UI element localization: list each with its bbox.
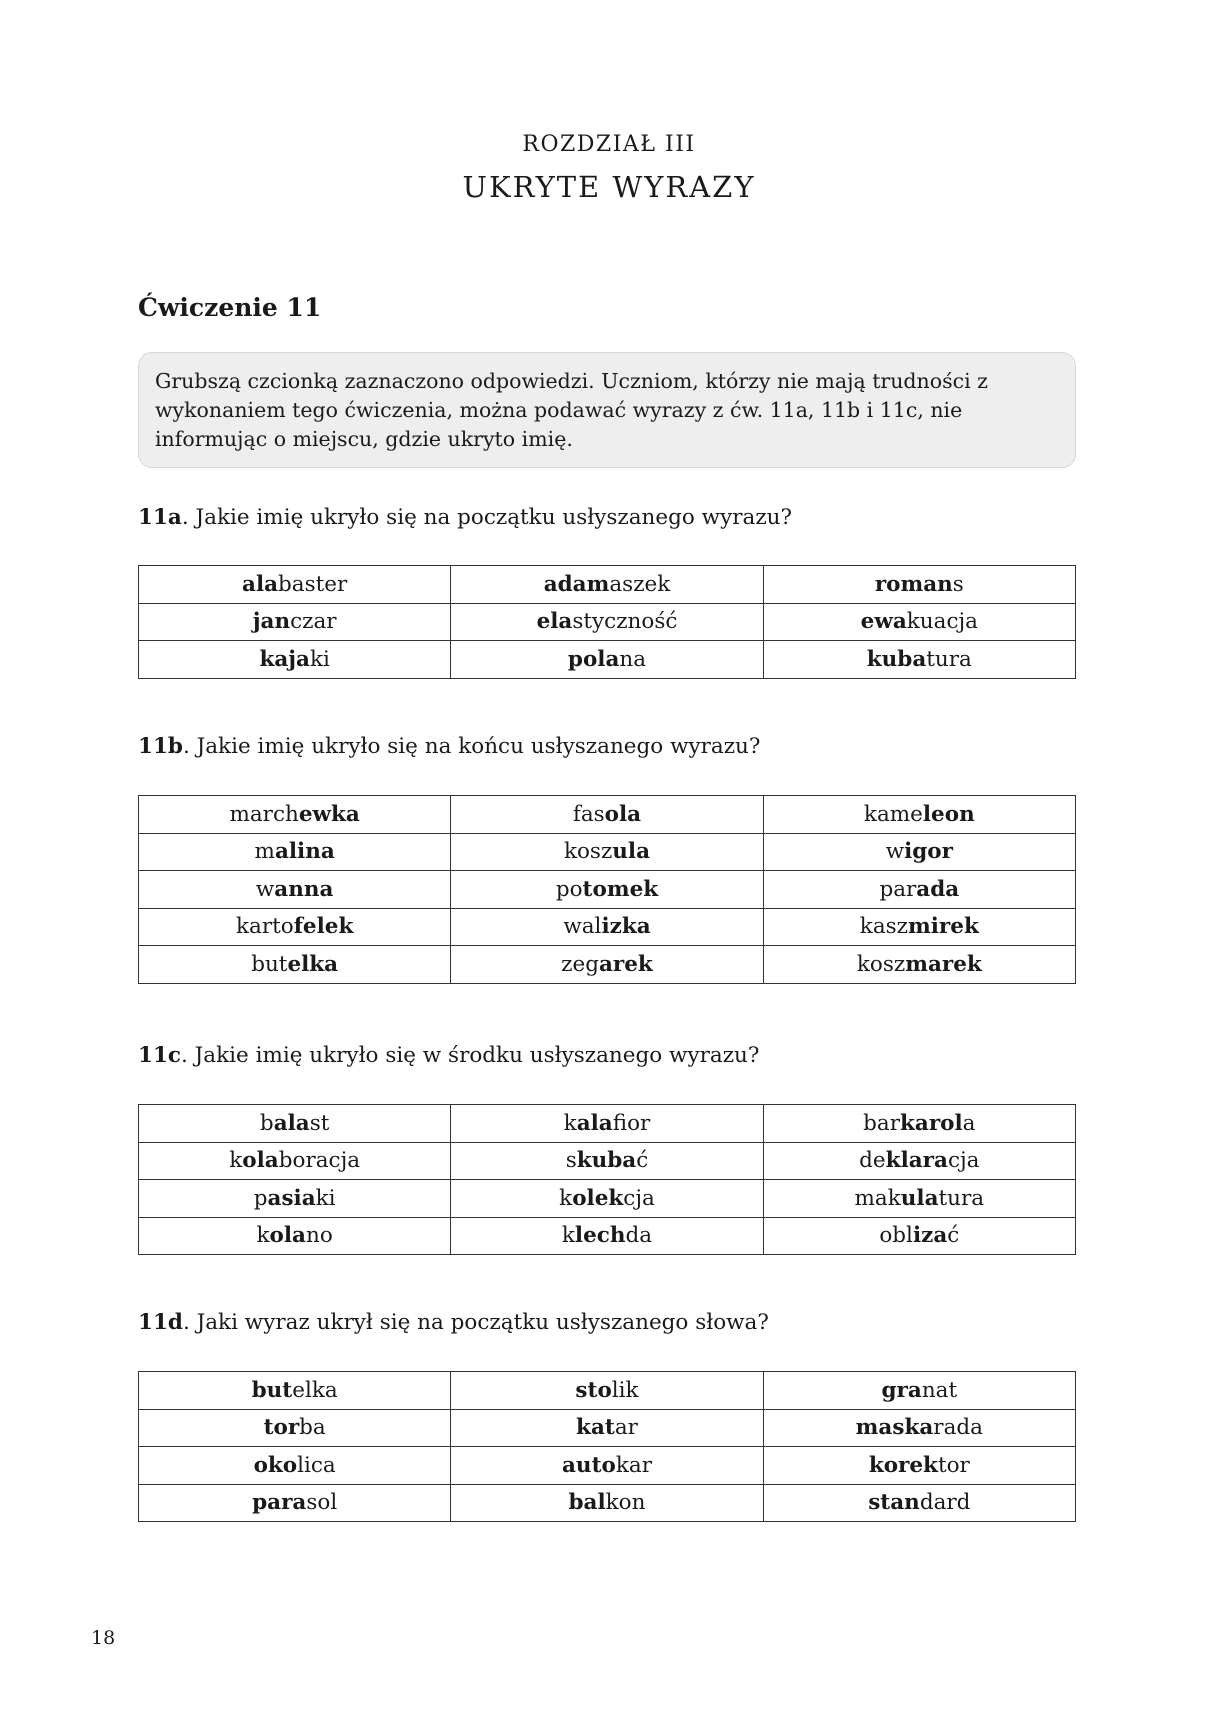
word-part: but bbox=[251, 951, 288, 977]
word-part: ki bbox=[315, 1185, 336, 1211]
question-id: 11b bbox=[138, 734, 183, 759]
word-cell bbox=[451, 1447, 763, 1485]
word-part: kon bbox=[605, 1490, 646, 1516]
word-cell bbox=[139, 1372, 451, 1410]
hidden-word-part: ewka bbox=[298, 801, 360, 827]
word-part: a bbox=[962, 1110, 976, 1136]
question-11b bbox=[138, 734, 760, 759]
word-cell bbox=[763, 871, 1075, 909]
hidden-word-part: ola bbox=[242, 1148, 279, 1174]
hidden-word-part: marek bbox=[905, 951, 982, 977]
word-part: tura bbox=[926, 646, 972, 672]
hidden-word-part: ola bbox=[604, 801, 642, 827]
word-part: kasz bbox=[859, 914, 909, 940]
word-cell bbox=[763, 1372, 1075, 1410]
words-table-11c bbox=[138, 1104, 1076, 1255]
hidden-word-part: ala bbox=[242, 571, 279, 597]
word-cell bbox=[139, 1484, 451, 1522]
hidden-word-part: kat bbox=[576, 1415, 615, 1441]
hidden-word-part: ewa bbox=[860, 609, 907, 635]
word-part: tura bbox=[938, 1185, 985, 1211]
hidden-word-part: mirek bbox=[908, 914, 979, 940]
word-cell bbox=[139, 946, 451, 984]
word-cell bbox=[139, 1217, 451, 1255]
word-part: wal bbox=[563, 914, 602, 940]
table-row bbox=[139, 1447, 1076, 1485]
table-row bbox=[139, 1217, 1076, 1255]
word-cell bbox=[451, 641, 763, 679]
word-part: w bbox=[255, 876, 275, 902]
hidden-word-part: adam bbox=[543, 571, 610, 597]
hidden-word-part: ala bbox=[273, 1110, 310, 1136]
word-part: na bbox=[619, 646, 647, 672]
word-part: ć bbox=[947, 1223, 960, 1249]
hidden-word-part: but bbox=[251, 1377, 293, 1403]
hidden-word-part: asia bbox=[267, 1185, 316, 1211]
table-row bbox=[139, 1180, 1076, 1218]
hidden-word-part: ula bbox=[612, 839, 651, 865]
word-part: nat bbox=[921, 1377, 958, 1403]
word-cell bbox=[451, 1142, 763, 1180]
word-part: baster bbox=[278, 571, 348, 597]
word-part: po bbox=[555, 876, 583, 902]
word-part: lica bbox=[297, 1452, 336, 1478]
word-cell bbox=[763, 946, 1075, 984]
word-part: kosz bbox=[856, 951, 906, 977]
word-part: kuacja bbox=[906, 609, 978, 635]
hidden-word-part: oko bbox=[253, 1452, 298, 1478]
word-cell bbox=[451, 1180, 763, 1218]
word-cell bbox=[451, 1372, 763, 1410]
word-part: sol bbox=[306, 1490, 338, 1516]
word-cell bbox=[139, 908, 451, 946]
hidden-word-part: stan bbox=[868, 1490, 920, 1516]
hidden-word-part: felek bbox=[293, 914, 354, 940]
word-part: k bbox=[229, 1148, 243, 1174]
word-cell bbox=[139, 1142, 451, 1180]
word-part: k bbox=[561, 1223, 575, 1249]
hidden-word-part: kaja bbox=[259, 646, 310, 672]
word-part: w bbox=[885, 839, 905, 865]
note-box: Grubszą czcionką zaznaczono odpowiedzi. Uczniom, którzy nie mają trudności z wykonaniem tego ćwiczenia, można podawać wyrazy z ćw. 11a, 11b i 11c, nie informując o miejscu, gdzie ukryto imię. bbox=[138, 352, 1076, 468]
hidden-word-part: iza bbox=[912, 1223, 948, 1249]
word-part: p bbox=[253, 1185, 268, 1211]
hidden-word-part: karol bbox=[900, 1110, 963, 1136]
hidden-word-part: ola bbox=[269, 1223, 306, 1249]
word-cell bbox=[763, 1180, 1075, 1218]
word-cell bbox=[139, 1409, 451, 1447]
chapter-title: UKRYTE WYRAZY bbox=[462, 170, 756, 204]
word-cell bbox=[763, 641, 1075, 679]
word-part: s bbox=[565, 1148, 577, 1174]
table-row bbox=[139, 1105, 1076, 1143]
word-cell bbox=[763, 908, 1075, 946]
hidden-word-part: gra bbox=[881, 1377, 922, 1403]
question-id: 11c bbox=[138, 1043, 182, 1068]
word-cell bbox=[451, 908, 763, 946]
hidden-word-part: sto bbox=[575, 1377, 612, 1403]
page-number: 18 bbox=[91, 1627, 116, 1649]
word-cell bbox=[451, 603, 763, 641]
table-row bbox=[139, 1372, 1076, 1410]
word-part: k bbox=[559, 1185, 573, 1211]
word-part: k bbox=[563, 1110, 577, 1136]
hidden-word-part: auto bbox=[562, 1452, 616, 1478]
word-part: fior bbox=[612, 1110, 651, 1136]
word-cell bbox=[451, 1105, 763, 1143]
table-row bbox=[139, 1484, 1076, 1522]
word-part: da bbox=[625, 1223, 653, 1249]
table-row bbox=[139, 566, 1076, 604]
word-part: cja bbox=[623, 1185, 655, 1211]
word-part: ć bbox=[636, 1148, 649, 1174]
word-part: boracja bbox=[278, 1148, 361, 1174]
word-cell bbox=[451, 946, 763, 984]
question-11a bbox=[138, 505, 792, 530]
word-part: tor bbox=[937, 1452, 970, 1478]
word-part: styczność bbox=[572, 609, 678, 635]
hidden-word-part: lech bbox=[574, 1223, 626, 1249]
hidden-word-part: ela bbox=[536, 609, 573, 635]
hidden-word-part: tomek bbox=[582, 876, 659, 902]
hidden-word-part: korek bbox=[868, 1452, 938, 1478]
word-part: karto bbox=[235, 914, 294, 940]
chapter-label: ROZDZIAŁ III bbox=[522, 132, 696, 157]
hidden-word-part: arek bbox=[598, 951, 653, 977]
hidden-word-part: jan bbox=[252, 609, 291, 635]
word-cell bbox=[763, 1447, 1075, 1485]
word-cell bbox=[763, 1409, 1075, 1447]
hidden-word-part: alina bbox=[274, 839, 335, 865]
word-part: rada bbox=[933, 1415, 983, 1441]
hidden-word-part: kuba bbox=[576, 1148, 637, 1174]
hidden-word-part: leon bbox=[922, 801, 975, 827]
hidden-word-part: para bbox=[252, 1490, 307, 1516]
word-cell bbox=[763, 1484, 1075, 1522]
word-part: kosz bbox=[563, 839, 613, 865]
word-part: kame bbox=[863, 801, 923, 827]
word-cell bbox=[763, 1105, 1075, 1143]
table-row bbox=[139, 1142, 1076, 1180]
hidden-word-part: izka bbox=[601, 914, 651, 940]
table-row bbox=[139, 1409, 1076, 1447]
word-cell bbox=[139, 796, 451, 834]
table-row bbox=[139, 796, 1076, 834]
table-row bbox=[139, 946, 1076, 984]
hidden-word-part: kuba bbox=[866, 646, 927, 672]
word-part: dard bbox=[919, 1490, 971, 1516]
question-text: . Jakie imię ukryło się na początku usłyszanego wyrazu? bbox=[181, 505, 793, 530]
hidden-word-part: bal bbox=[568, 1490, 606, 1516]
hidden-word-part: igor bbox=[904, 839, 953, 865]
word-cell bbox=[451, 871, 763, 909]
word-cell bbox=[139, 603, 451, 641]
hidden-word-part: roman bbox=[874, 571, 953, 597]
word-cell bbox=[451, 833, 763, 871]
hidden-word-part: tor bbox=[263, 1415, 300, 1441]
word-cell bbox=[763, 833, 1075, 871]
question-text: . Jakie imię ukryło się w środku usłyszanego wyrazu? bbox=[181, 1043, 760, 1068]
hidden-word-part: ala bbox=[576, 1110, 613, 1136]
word-part: obl bbox=[879, 1223, 913, 1249]
word-part: s bbox=[952, 571, 964, 597]
word-cell bbox=[763, 1217, 1075, 1255]
word-cell bbox=[763, 796, 1075, 834]
word-part: k bbox=[256, 1223, 270, 1249]
word-part: elka bbox=[292, 1377, 338, 1403]
question-id: 11a bbox=[138, 505, 182, 530]
question-11c bbox=[138, 1043, 759, 1068]
word-part: ar bbox=[614, 1415, 638, 1441]
word-cell bbox=[763, 566, 1075, 604]
hidden-word-part: elka bbox=[287, 951, 339, 977]
word-cell bbox=[139, 641, 451, 679]
question-text: . Jakie imię ukryło się na końcu usłyszanego wyrazu? bbox=[182, 734, 761, 759]
word-cell bbox=[451, 566, 763, 604]
word-cell bbox=[763, 1142, 1075, 1180]
word-cell bbox=[451, 1217, 763, 1255]
question-id: 11d bbox=[138, 1310, 183, 1335]
word-cell bbox=[139, 1180, 451, 1218]
word-part: no bbox=[306, 1223, 333, 1249]
word-part: ki bbox=[309, 646, 330, 672]
word-cell bbox=[139, 1447, 451, 1485]
word-part: kar bbox=[615, 1452, 652, 1478]
hidden-word-part: anna bbox=[274, 876, 334, 902]
word-cell bbox=[139, 871, 451, 909]
word-part: fas bbox=[572, 801, 605, 827]
words-table-11a bbox=[138, 565, 1076, 679]
hidden-word-part: klara bbox=[885, 1148, 948, 1174]
word-part: lik bbox=[611, 1377, 639, 1403]
word-part: b bbox=[259, 1110, 274, 1136]
table-row bbox=[139, 641, 1076, 679]
word-cell bbox=[451, 796, 763, 834]
word-part: cja bbox=[947, 1148, 980, 1174]
table-row bbox=[139, 833, 1076, 871]
hidden-word-part: maska bbox=[855, 1415, 934, 1441]
word-part: m bbox=[254, 839, 275, 865]
word-cell bbox=[763, 603, 1075, 641]
word-cell bbox=[139, 833, 451, 871]
hidden-word-part: olek bbox=[572, 1185, 624, 1211]
word-part: mak bbox=[854, 1185, 901, 1211]
word-part: de bbox=[859, 1148, 886, 1174]
words-table-11d bbox=[138, 1371, 1076, 1522]
table-row bbox=[139, 908, 1076, 946]
word-cell bbox=[139, 1105, 451, 1143]
word-cell bbox=[451, 1484, 763, 1522]
table-row bbox=[139, 871, 1076, 909]
hidden-word-part: ula bbox=[900, 1185, 939, 1211]
exercise-title: Ćwiczenie 11 bbox=[138, 293, 322, 322]
question-text: . Jaki wyraz ukrył się na początku usłyszanego słowa? bbox=[182, 1310, 769, 1335]
word-part: czar bbox=[290, 609, 337, 635]
hidden-word-part: ada bbox=[916, 876, 960, 902]
word-part: st bbox=[309, 1110, 330, 1136]
words-table-11b bbox=[138, 795, 1076, 984]
word-part: ba bbox=[299, 1415, 326, 1441]
word-part: bar bbox=[863, 1110, 900, 1136]
word-part: aszek bbox=[609, 571, 671, 597]
word-cell bbox=[451, 1409, 763, 1447]
hidden-word-part: pola bbox=[567, 646, 620, 672]
word-part: march bbox=[229, 801, 299, 827]
word-part: zeg bbox=[561, 951, 599, 977]
word-part: par bbox=[879, 876, 917, 902]
table-row bbox=[139, 603, 1076, 641]
question-11d bbox=[138, 1310, 769, 1335]
word-cell bbox=[139, 566, 451, 604]
